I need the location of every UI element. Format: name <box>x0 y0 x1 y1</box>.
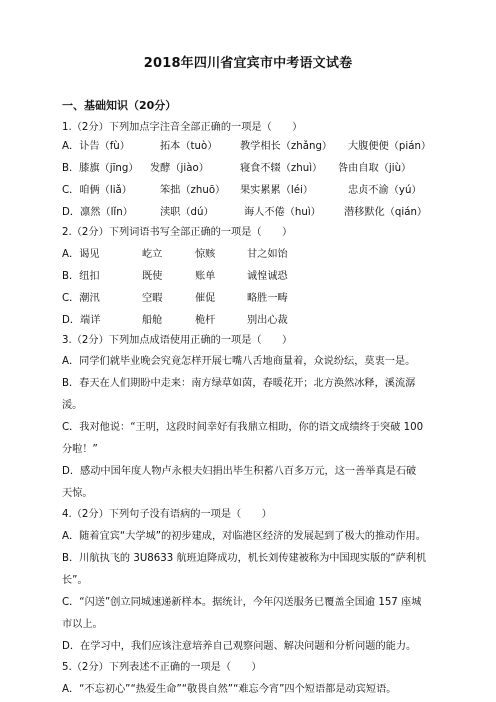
q1-option-b-1: B．膝旗（jīng） <box>62 163 139 174</box>
q2-option-d-3: 桅杆 <box>195 315 216 326</box>
q3-option-a: A．同学们就毕业晚会究竟怎样开展七嘴八舌地商量着，众说纷纭，莫衷一是。 <box>62 356 416 367</box>
q2-option-d-2: 船舱 <box>142 315 163 326</box>
q1-option-d-1: D．凛然（lǐn） <box>62 207 133 218</box>
q1-option-d-3: 诲人不倦（huì） <box>244 207 321 218</box>
q5-option-a: A．“不忘初心”“热爱生命”“敬畏自然”“难忘今宵”四个短语都是动宾短语。 <box>62 684 397 695</box>
q3-option-d-line1: D．感动中国年度人物卢永根夫妇捐出毕生积蓄八百多万元，这一善举真是石破 <box>62 466 417 477</box>
q2-option-d-1: D．端详 <box>62 315 101 326</box>
q1-option-c-1: C．咱俩（liǎ） <box>62 185 132 196</box>
q2-option-a-2: 屹立 <box>142 249 163 260</box>
q1-option-a-4: 大腹便便（pián） <box>348 141 432 152</box>
question-1-stem: 1.（2分）下列加点字注音全部正确的一项是（ ） <box>62 122 303 133</box>
q1-option-a-2: 拓本（tuò） <box>160 141 218 152</box>
q2-option-b-4: 诚惶诚恐 <box>247 271 288 282</box>
q1-option-c-3: 果实累累（léi） <box>240 185 314 196</box>
question-4-stem: 4.（2分）下列句子没有语病的一项是（ ） <box>62 509 272 520</box>
q2-option-b-1: B．纽扣 <box>62 271 100 282</box>
q1-option-d-2: 渎职（dú） <box>160 207 214 218</box>
q1-option-c-4: 忠贞不渝（yú） <box>348 185 422 196</box>
q3-option-b-line2: 湲。 <box>62 400 83 411</box>
q2-option-d-4: 别出心裁 <box>247 315 288 326</box>
q2-option-b-2: 既使 <box>142 271 163 282</box>
section-heading: 一、基础知识（20分） <box>62 99 177 112</box>
q2-option-a-3: 惊赅 <box>195 249 216 260</box>
question-5-stem: 5.（2分）下列表述不正确的一项是（ ） <box>62 662 262 673</box>
question-2-stem: 2.（2分）下列词语书写全部正确的一项是（ ） <box>62 227 293 238</box>
q2-option-c-1: C．潮汛 <box>62 293 100 304</box>
q2-option-a-1: A．谒见 <box>62 249 100 260</box>
q4-option-d: D．在学习中，我们应该注意培养自己观察问题、解决问题和分析问题的能力。 <box>62 641 417 652</box>
q1-option-d-4: 潜移默化（qián） <box>344 207 428 218</box>
q2-option-b-3: 账单 <box>195 271 216 282</box>
q4-option-b-line1: B．川航执飞的 3U8633 航班迫降成功，机长刘传建被称为中国现实版的“萨利机 <box>62 553 427 564</box>
page-title: 2018年四川省宜宾市中考语文试卷 <box>143 56 353 71</box>
q2-option-a-4: 甘之如饴 <box>247 249 288 260</box>
q1-option-b-2: 发酵（jiào） <box>150 163 209 174</box>
q4-option-a: A．随着宜宾“大学城”的初步建成，对临港区经济的发展起到了极大的推动作用。 <box>62 531 426 542</box>
q2-option-c-3: 催促 <box>195 293 216 304</box>
q1-option-a-1: A．讣告（fù） <box>62 141 130 152</box>
q1-option-c-2: 笨拙（zhuō） <box>160 185 226 196</box>
q1-option-b-4: 咎由自取（jiù） <box>338 163 412 174</box>
q2-option-c-2: 空暇 <box>142 293 163 304</box>
q3-option-c-line1: C．我对他说：“王明，这段时间幸好有我鼎立相助，你的语文成绩终于突破 100 <box>62 422 424 433</box>
q2-option-c-4: 略胜一畴 <box>247 293 288 304</box>
q1-option-a-3: 教学相长（zhǎng） <box>240 141 333 152</box>
q4-option-c-line1: C．“闪送”创立同城速递新样本。据统计，今年闪送服务已覆盖全国逾 157 座城 <box>62 597 422 608</box>
question-3-stem: 3.（2分）下列加点成语使用正确的一项是（ ） <box>62 335 293 346</box>
q4-option-b-line2: 长”。 <box>62 575 88 586</box>
q3-option-c-line2: 分啦！” <box>62 444 98 455</box>
q4-option-c-line2: 市以上。 <box>62 619 103 630</box>
q1-option-b-3: 寝食不辍（zhuì） <box>240 163 323 174</box>
q3-option-d-line2: 天惊。 <box>62 488 93 499</box>
q3-option-b-line1: B．春天在人们期盼中走来：南方绿草如茵，春暖花开；北方涣然冰释，溪流潺 <box>62 378 416 389</box>
